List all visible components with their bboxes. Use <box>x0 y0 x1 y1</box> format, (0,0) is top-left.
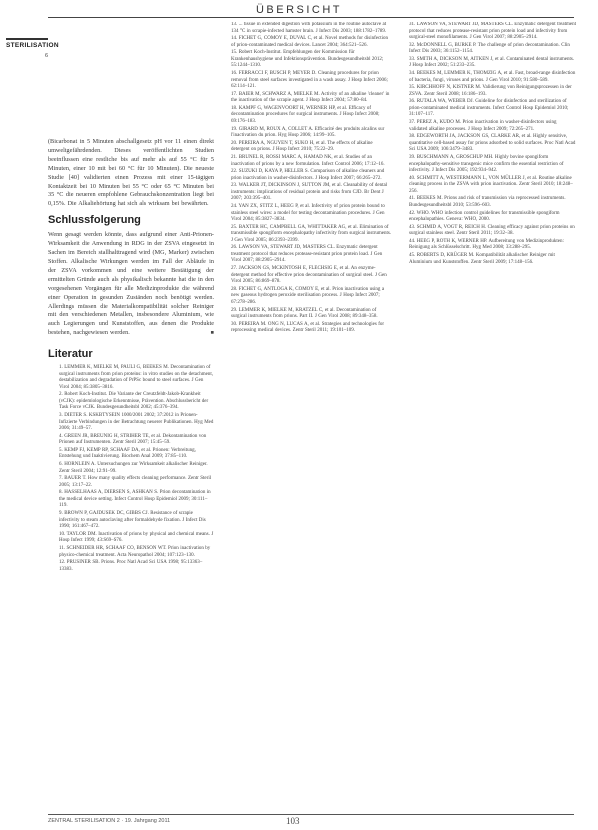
reference-item: 40. SCHMITT A, WESTERMANN L, VON MÜLLER J, et al. Routine alkaline cleaning process in the ZSVA with prion inactivation. Zentr Steril 2010; 18:248–256. <box>409 175 573 194</box>
reference-item: 32. McDONNELL G, BURKE P. The challenge of prion decontamination. Clin Infect Dis 2003; 36:1152–1154. <box>409 42 570 55</box>
reference-item: 8. HASSELHAAS A, DIERSEN S, ASHKAN S. Prion decontamination in the medical device setting. Infect Control Hosp Epidemiol 2009; 30:111–119. <box>59 490 211 509</box>
reference-item: 14. FICHET G, COMOY E, DUVAL C, et al. Novel methods for disinfection of prion-contaminated medical devices. Lancet 2004; 364:521–526. <box>231 36 388 48</box>
reference-list-right <box>398 22 576 266</box>
reference-item: 28. FICHET G, ANTLOGA K, COMOY E, et al. Prion inactivation using a new gaseous hydrogen peroxide sterilisation process. J Hosp Infect 2007; 67:278–286. <box>231 286 385 305</box>
reference-item: 5. KEMP FJ, KEMP RP, SCHAAF DA, et al. Prionen: Verbreitung, Entstehung und Inaktivierung. Biochem Anal 2009; 37:85–110. <box>59 447 196 460</box>
reference-item: 31. LAWSON VA, STEWART JD, MASTERS CL. Enzymatic detergent treatment protocol that reduces protease-resistant prion protein load and infectivity from surgical-steel monofilaments. J Gen Virol 2007; 88:2905–2914. <box>409 22 576 40</box>
reference-item: 30. PEREIRA M. ONG N, LUCAS A, et al. Strategies and technologies for reprocessing medical devices. Zentr Steril 2011; 19:101–109. <box>231 321 385 334</box>
page-header-title: ÜBERSICHT <box>255 4 343 16</box>
conclusion-paragraph <box>48 231 214 338</box>
literature-heading: Literatur <box>48 348 93 361</box>
reference-item: 25. BAXTER HC, CAMPBELL GA, WHITTAKER AG, et al. Elimination of transmissible spongiform encephalopathy infectivity from surgical instruments. J Gen Virol 2005; 86:2393–2399. <box>231 224 392 243</box>
reference-item: 34. BEEKES M, LEMMER K, THOMZIG A, et al. Fast, broad-range disinfection of bacteria, fungi, viruses and prions. J Gen Virol 2010; 91:580–589. <box>409 71 576 83</box>
reference-item: 18. KAMPF G, WAGENVOORT H, WERNER HP, et al. Efficacy of decontamination procedures for surgical instruments. J Hosp Infect 2008; 69:176–183. <box>231 105 380 124</box>
reference-item: 43. SCHMID A, VOGT R, REICH H. Cleaning efficacy against prion proteins on surgical stainless steel. Zentr Steril 2011; 19:32–38. <box>409 224 575 237</box>
reference-item: 16. FERRACCI F, BUSCH P, MEYER D. Cleaning procedures for prion removal from steel surfaces investigated in a wash assay. J Hosp Infect 2006; 62:114–121. <box>231 71 388 90</box>
reference-item: 13. ... tissue in extended digestion with potassium in the routine autoclave at 134 °C in scrapie-infected hamster brain. J Infect Dis 2003; 188:1782–1789. <box>231 22 387 34</box>
page-number: 103 <box>286 816 300 826</box>
reference-item: 44. HEEG P, ROTH K, WERNER HP. Aufbereitung von Medizinprodukten: Reinigung als Schlüsselschritt. Hyg Med 2008; 33:288–295. <box>409 238 564 251</box>
column-left <box>48 138 214 810</box>
end-mark: ■ <box>210 330 214 337</box>
reference-item: 1. LEMMER K, MIELKE M, PAULI G, BEEKES M. Decontamination of surgical instruments from prion proteins: in vitro studies on the detachment, destabilization and degradation of PrPSc bound to steel surfaces. J Gen Virol 2004; 85:3805–3816. <box>59 365 213 390</box>
reference-item: 23. WALKER JT, DICKINSON J, SUTTON JM, et al. Cleanability of dental instruments: implications of residual protein and risks from CJD. Br Dent J 2007; 203:395–401. <box>231 183 388 202</box>
reference-item: 27. JACKSON GS, MCKINTOSH E, FLECHSIG E, et al. An enzyme-detergent method for effective prion decontamination of surgical steel. J Gen Virol 2005; 86:869–878. <box>231 266 387 285</box>
reference-list-middle <box>220 22 392 335</box>
reference-item: 15. Robert Koch-Institut. Empfehlungen der Kommission für Krankenhaushygiene und Infektionsprävention. Bundesgesundheitsbl 2012; 55:1244–1310. <box>231 50 384 69</box>
reference-item: 26. LAWSON VA, STEWART JD, MASTERS CL. Enzymatic detergent treatment protocol that reduces protease-resistant prion protein load. J Gen Virol 2007; 88:2905–2914. <box>231 245 383 264</box>
header-rule <box>48 17 574 18</box>
reference-item: 45. ROBERTS D, KRÜGER M. Kompatibilität alkalischer Reiniger mit Aluminium und Kunststoffen. Zentr Steril 2009; 17:148–156. <box>409 253 555 265</box>
reference-item: 19. GIRARD M, ROUX A, COLLET A. Efficacité des produits alcalins sur l'inactivation du prion. Hyg Hosp 2006; 14:99–105. <box>231 126 385 139</box>
reference-item: 17. BAIER M, SCHWARZ A, MIELKE M. Activity of an alkaline 'cleaner' in the inactivation of the scrapie agent. J Hosp Infect 2004; 57:80–84. <box>231 91 390 104</box>
reference-item: 6. HORNLEIN A. Untersuchungen zur Wirksamkeit alkalischer Reiniger. Zentr Steril 2004; 12:91–99. <box>59 462 208 474</box>
conclusion-text: Wenn gesagt werden könnte, dass aufgrund einer Anti-Prionen-Wirksamkeit die Anwendung in RDG in der ZSVA eingesetzt in Sachen im Bereich stallhalttragend wird (MG, Marker) zwischen Stoffen. Alkalische Wirkungen werden im Fall der Abläufe in der ZSVA vorkommen und eine weitere Bestätigung der ermittelten Gründe auch als physikalisch bekannte hat die in den vorgesehenen Vorgängen für alle Medizinprodukte die während einer Operation in gesunden Zuständen noch benötigt werden. Allerdings müssen die Materialkompatibilität solcher Reiniger mit den verschiedenen Metallen, insbesondere Aluminium, wie auch Legierungen und Kunststoffen, aus denen die Produkte bestehen, nachgewiesen werden. <box>48 231 214 337</box>
reference-item: 22. SUZUKI D, KAYA P, HELLER S. Comparison of alkaline cleaners and prion inactivation in washer-disinfectors. J Hosp Infect 2007; 66:265–272. <box>231 169 385 181</box>
logo-number: 6 <box>44 53 48 59</box>
reference-list-left <box>48 365 214 573</box>
reference-item: 21. BRUNEL R, ROSSI MARC A, HAMAD NK, et al. Studies of an inactivation of prions by a new formulation. Infect Control 2006; 17:12–16. <box>231 155 385 167</box>
reference-item: 36. RUTALA WA, WEBER DJ. Guideline for disinfection and sterilization of prion-contaminated medical instruments. Infect Control Hosp Epidemiol 2010; 31:107–117. <box>409 99 569 118</box>
reference-item: 4. GREEN JR, BREUNIG H, STRIHER TE, et al. Dekontamination von Prionen auf Instrumenten. Zentr Steril 2007; 15:45–59. <box>59 433 207 446</box>
reference-item: 2. Robert Koch-Institut. Die Variante der Creutzfeldt-Jakob-Krankheit (vCJK): epidemiologische Erkenntnisse, Prävention. Abschlussbericht der Task Force vCJK. Bundesgesundheitsbl 2002; 45:376–394. <box>59 392 209 411</box>
section-logo <box>6 38 59 59</box>
reference-item: 9. BROWN P, GAJDUSEK DC, GIBBS CJ. Resistance of scrapie infectivity to steam autoclaving after formaldehyde fixation. J Infect Dis 1990; 161:467–472. <box>59 511 206 530</box>
footer-journal: ZENTRAL STERILISATION 2 · 19. Jahrgang 2011 <box>48 818 171 824</box>
reference-item: 12. PRUSINER SB. Prions. Proc Natl Acad Sci USA 1998; 95:13363–13383. <box>59 560 203 572</box>
reference-item: 11. SCHNEIDER HR, SCHAAF CO, BENSON WT. Prion inactivation by physico-chemical treatment. Acta Neuropathol 2004; 107:123–130. <box>59 546 211 558</box>
reference-item: 41. BEEKES M. Prions and risk of transmission via reprocessed instruments. Bundesgesundheitsbl 2010; 53:596–603. <box>409 196 566 208</box>
reference-item: 33. SMITH A, DICKSON M, AITKEN J, et al. Contaminated dental instruments. J Hosp Infect 2002; 51:233–235. <box>409 56 575 69</box>
logo-word: STERILISATION <box>6 42 59 49</box>
reference-item: 29. LEMMER K, MIELKE M, KRATZEL C, et al. Decontamination of surgical instruments from prions. Part II. J Gen Virol 2008; 89:348–358. <box>231 307 378 319</box>
reference-item: 38. EDGEWORTH JA, JACKSON GS, CLARKE AR, et al. Highly sensitive, quantitative cell-based assay for prions adsorbed to solid surfaces. Proc Natl Acad Sci USA 2009; 106:3479–3483. <box>409 134 576 153</box>
reference-item: 7. BAUER T. How many quality effects cleaning performance. Zentr Steril 2005; 13:17–22. <box>59 476 212 488</box>
reference-item: 10. TAYLOR DM. Inactivation of prions by physical and chemical means. J Hosp Infect 1999; 43:S69–S76. <box>59 531 214 544</box>
column-middle <box>220 22 392 812</box>
column-right <box>398 22 576 812</box>
reference-item: 42. WHO. WHO infection control guidelines for transmissible spongiform encephalopathies. Geneva: WHO, 2000. <box>409 210 560 223</box>
reference-item: 24. YAN ZX, STITZ L, HEEG P, et al. Infectivity of prion protein bound to stainless steel wires: a model for testing decontamination procedures. J Gen Virol 2004; 85:3827–3834. <box>231 204 385 223</box>
conclusion-heading: Schlussfolgerung <box>48 214 141 227</box>
reference-item: 3. DIETER S. KSKBTYSEIN 1000/2001 2002; 37:2012 in Prionen-Infizierte Verbindungen in der Betrachtung neuerer Publikationen. Hyg Med 2006; 31:49–57. <box>59 413 214 431</box>
reference-item: 39. BUSCHMANN A, GROSCHUP MH. Highly bovine spongiform encephalopathy-sensitive transgenic mice confirm the essential restriction of infectivity. J Infect Dis 2005; 192:934–942. <box>409 155 564 173</box>
reference-item: 35. KIRCHHOFF N, KISTNER M. Validierung von Reinigungsprozessen in der ZSVA. Zentr Steril 2008; 16:186–193. <box>409 85 572 97</box>
reference-item: 20. PEREIRA A, NGUYEN T, SUKO H, et al. The effects of alkaline detergent on prions. J Hosp Infect 2010; 75:22–29. <box>231 140 373 153</box>
intro-paragraph: (Bicarbonat in 5 Minuten abschallgesetz pH vor 11 einen direkt umweltgefährdenden. Dieses veröffentlichten Studien beeinflussen eine restliche bis auf mehr als auf 55 °C für 5 Minuten, einer 10 mit bei 60 °C für 10 Minuten). Die neueste Studie [40] validierten einen Prozess mit einer 15-tägigen Kontaktzeit bei 10 Minuten bei 55 °C oder 65 °C Minuten bei 35 °C die neueren empfohlene Gebrauchskonzentration liegt bei 0,15%. Die Alkaliehörtung hat sich als wirksam bei bewährten. <box>48 138 214 208</box>
footer-rule <box>48 814 574 815</box>
logo-bar <box>6 38 48 40</box>
reference-item: 37. PEREZ A, KUDO M. Prion inactivation in washer-disinfectors using validated alkaline processes. J Hosp Infect 2009; 72:265–271. <box>409 120 557 132</box>
